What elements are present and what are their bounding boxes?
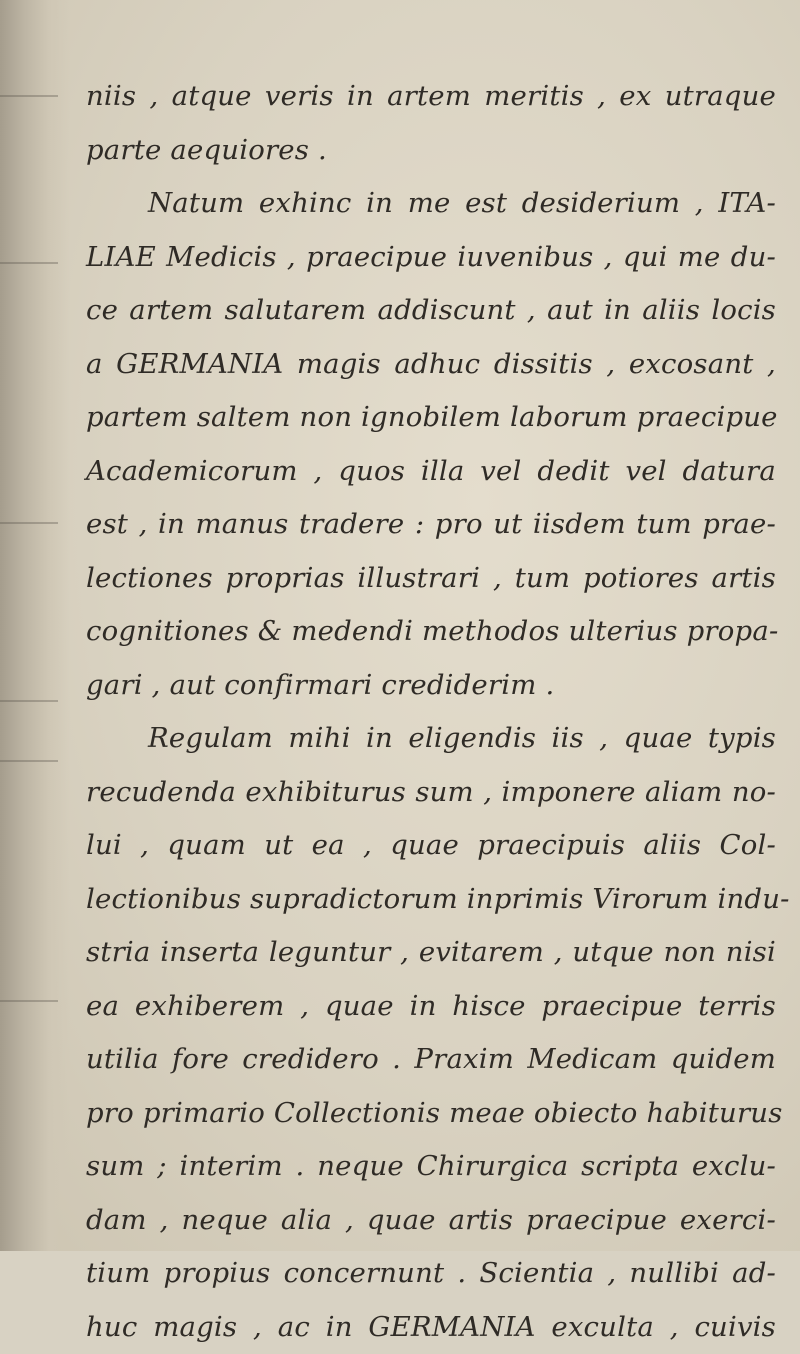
text-line: pro primario Collectionis meae obiecto habiturus xyxy=(86,1087,776,1141)
text-line: recudenda exhibiturus sum , imponere aliam no- xyxy=(86,766,776,820)
text-line: parte aequiores . xyxy=(86,124,776,178)
text-line: Natum exhinc in me est desiderium , ITA- xyxy=(86,177,776,231)
text-line: sum ; interim . neque Chirurgica scripta exclu- xyxy=(86,1140,776,1194)
text-line: Regulam mihi in eligendis iis , quae typis xyxy=(86,712,776,766)
text-line: utilia fore credidero . Praxim Medicam quidem xyxy=(86,1033,776,1087)
gutter-mark xyxy=(0,1000,58,1002)
text-line: lectiones proprias illustrari , tum potiores artis xyxy=(86,552,776,606)
text-line: tium propius concernunt . Scientia , nullibi ad- xyxy=(86,1247,776,1301)
text-line: dam , neque alia , quae artis praecipue exerci- xyxy=(86,1194,776,1248)
text-line: a GERMANIA magis adhuc dissitis , excosant , xyxy=(86,338,776,392)
text-line: gari , aut confirmari crediderim . xyxy=(86,659,776,713)
body-text xyxy=(86,70,776,1354)
gutter-mark xyxy=(0,700,58,702)
text-line: Academicorum , quos illa vel dedit vel datura xyxy=(86,445,776,499)
text-line: lectionibus supradictorum inprimis Virorum indu- xyxy=(86,873,776,927)
gutter-mark xyxy=(0,760,58,762)
text-line: est , in manus tradere : pro ut iisdem tum prae- xyxy=(86,498,776,552)
text-line: LIAE Medicis , praecipue iuvenibus , qui me du- xyxy=(86,231,776,285)
text-line: niis , atque veris in artem meritis , ex utraque xyxy=(86,70,776,124)
gutter-mark xyxy=(0,95,58,97)
gutter-mark xyxy=(0,522,58,524)
text-line: cognitiones & medendi methodos ulterius propa- xyxy=(86,605,776,659)
text-line: partem saltem non ignobilem laborum praecipue xyxy=(86,391,776,445)
text-line: stria inserta leguntur , evitarem , utque non nisi xyxy=(86,926,776,980)
text-line: ce artem salutarem addiscunt , aut in aliis locis xyxy=(86,284,776,338)
text-line: ea exhiberem , quae in hisce praecipue terris xyxy=(86,980,776,1034)
text-line: lui , quam ut ea , quae praecipuis aliis Col- xyxy=(86,819,776,873)
binding-gutter xyxy=(0,0,70,1251)
text-line: huc magis , ac in GERMANIA exculta , cuivis xyxy=(86,1301,776,1354)
gutter-mark xyxy=(0,262,58,264)
